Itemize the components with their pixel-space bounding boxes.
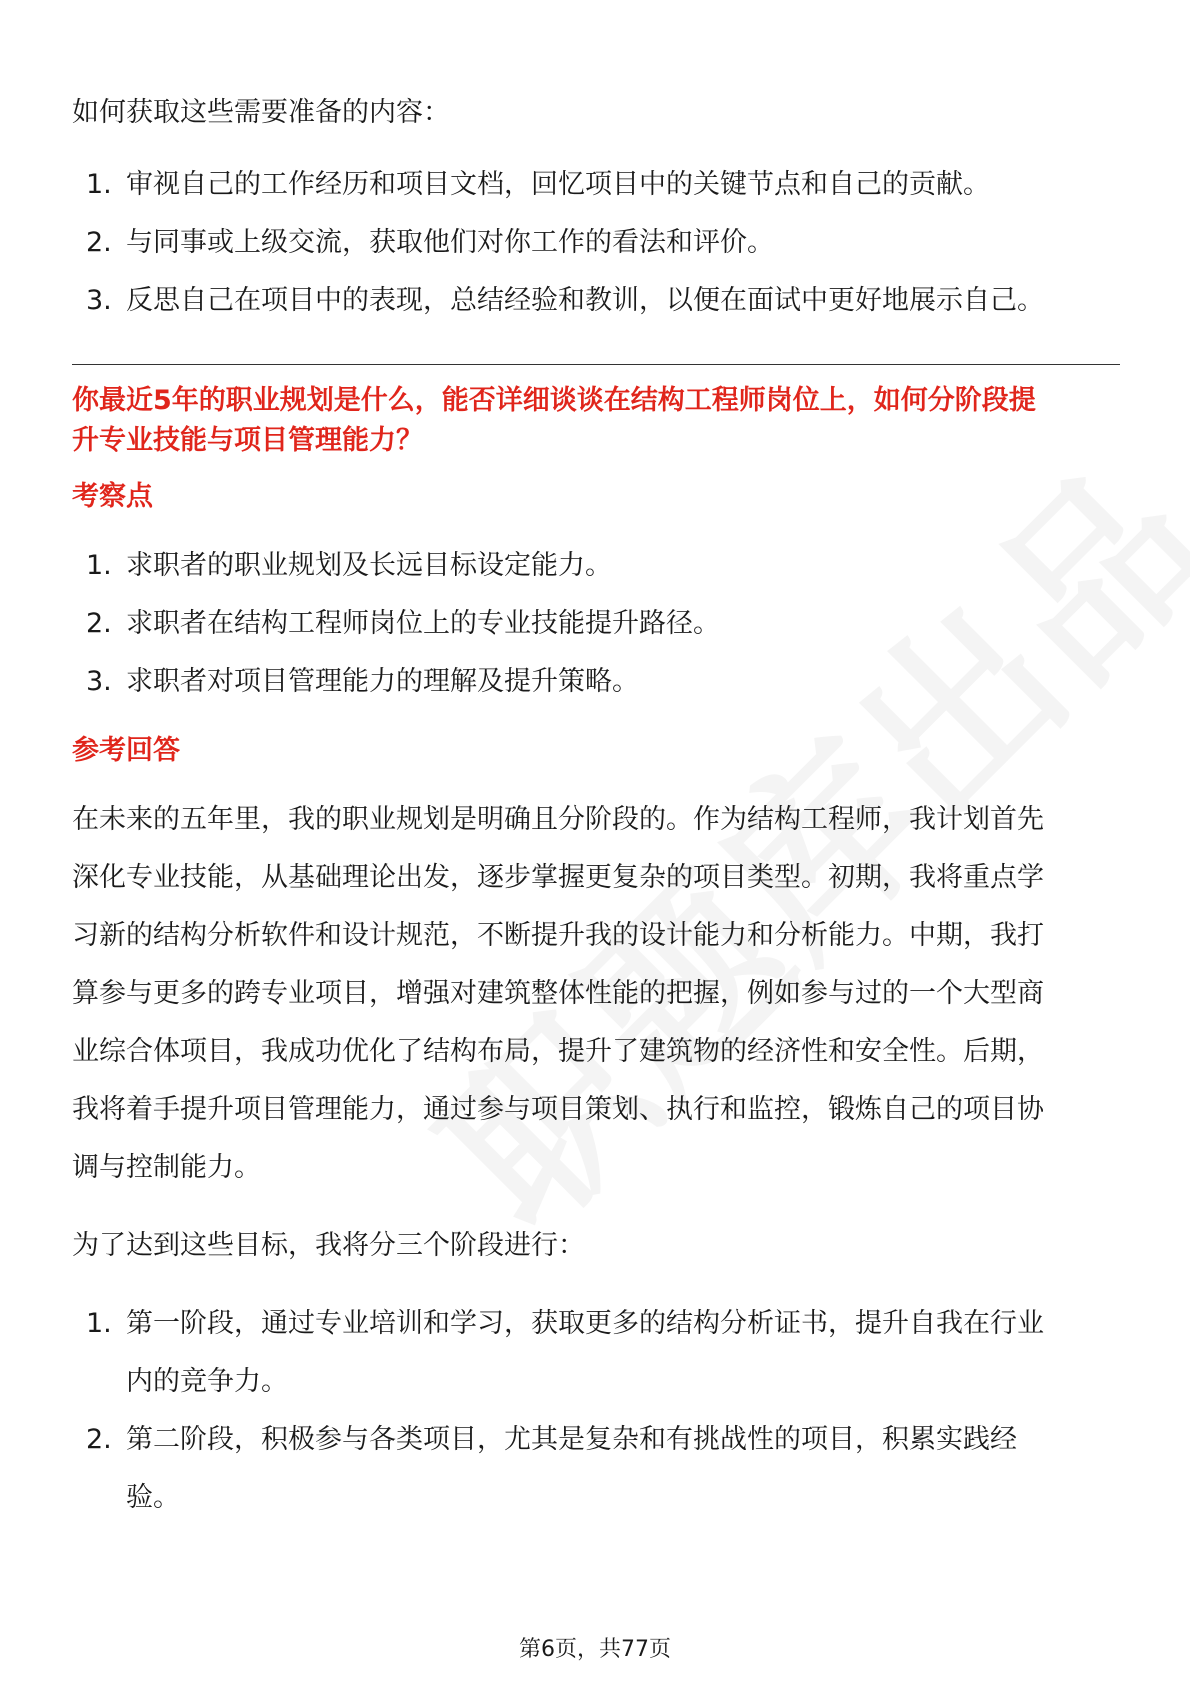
list-item xyxy=(72,537,1120,595)
list-item xyxy=(72,1411,1120,1527)
list-number: 1. xyxy=(86,550,112,581)
paragraph-line: 调与控制能力。 xyxy=(72,1152,261,1183)
list-item-text: 反思自己在项目中的表现，总结经验和教训，以便在面试中更好地展示自己。 xyxy=(126,285,1044,316)
list-item-text: 审视自己的工作经历和项目文档，回忆项目中的关键节点和自己的贡献。 xyxy=(126,169,990,200)
paragraph-line: 在未来的五年里，我的职业规划是明确且分阶段的。作为结构工程师，我计划首先 xyxy=(72,804,1044,835)
list-item-text: 求职者对项目管理能力的理解及提升策略。 xyxy=(126,666,639,697)
intro-heading: 如何获取这些需要准备的内容： xyxy=(72,97,450,128)
answer-label: 参考回答 xyxy=(72,735,180,766)
list-item xyxy=(72,595,1120,653)
paragraph-line: 深化专业技能，从基础理论出发，逐步掌握更复杂的项目类型。初期，我将重点学 xyxy=(72,862,1044,893)
list-number: 2. xyxy=(86,608,112,639)
list-item xyxy=(72,272,1120,330)
section-divider xyxy=(72,364,1120,365)
list-number: 2. xyxy=(86,227,112,258)
list-item-text: 与同事或上级交流，获取他们对你工作的看法和评价。 xyxy=(126,227,774,258)
paragraph-line: 习新的结构分析软件和设计规范，不断提升我的设计能力和分析能力。中期，我打 xyxy=(72,920,1044,951)
list-number: 2. xyxy=(86,1424,112,1455)
paragraph-line: 算参与更多的跨专业项目，增强对建筑整体性能的把握，例如参与过的一个大型商 xyxy=(72,978,1044,1009)
list-item-text: 求职者在结构工程师岗位上的专业技能提升路径。 xyxy=(126,608,720,639)
list-item-text: 求职者的职业规划及长远目标设定能力。 xyxy=(126,550,612,581)
list-item xyxy=(72,156,1120,214)
question-title xyxy=(72,381,1120,461)
list-number: 3. xyxy=(86,666,112,697)
list-item xyxy=(72,1295,1120,1411)
list-item-text: 第二阶段，积极参与各类项目，尤其是复杂和有挑战性的项目，积累实践经 xyxy=(126,1424,1017,1455)
assessment-list xyxy=(72,537,1120,711)
page-number: 第6页，共77页 xyxy=(519,1637,671,1662)
list-number: 3. xyxy=(86,285,112,316)
list-item-text: 内的竞争力。 xyxy=(126,1366,288,1397)
question-line: 升专业技能与项目管理能力？ xyxy=(72,425,423,456)
paragraph-line: 我将着手提升项目管理能力，通过参与项目策划、执行和监控，锻炼自己的项目协 xyxy=(72,1094,1044,1125)
list-item xyxy=(72,214,1120,272)
list-number: 1. xyxy=(86,1308,112,1339)
question-line: 你最近5年的职业规划是什么，能否详细谈谈在结构工程师岗位上，如何分阶段提 xyxy=(72,385,1036,416)
answer-paragraph xyxy=(72,791,1120,1197)
stages-intro: 为了达到这些目标，我将分三个阶段进行： xyxy=(72,1230,585,1261)
intro-list xyxy=(72,156,1120,330)
list-number: 1. xyxy=(86,169,112,200)
assessment-label: 考察点 xyxy=(72,481,153,512)
stages-list xyxy=(72,1295,1120,1527)
list-item-text: 验。 xyxy=(126,1482,180,1513)
paragraph-line: 业综合体项目，我成功优化了结构布局，提升了建筑物的经济性和安全性。后期， xyxy=(72,1036,1044,1067)
list-item xyxy=(72,653,1120,711)
page-content xyxy=(72,90,1120,1527)
list-item-text: 第一阶段，通过专业培训和学习，获取更多的结构分析证书，提升自我在行业 xyxy=(126,1308,1044,1339)
